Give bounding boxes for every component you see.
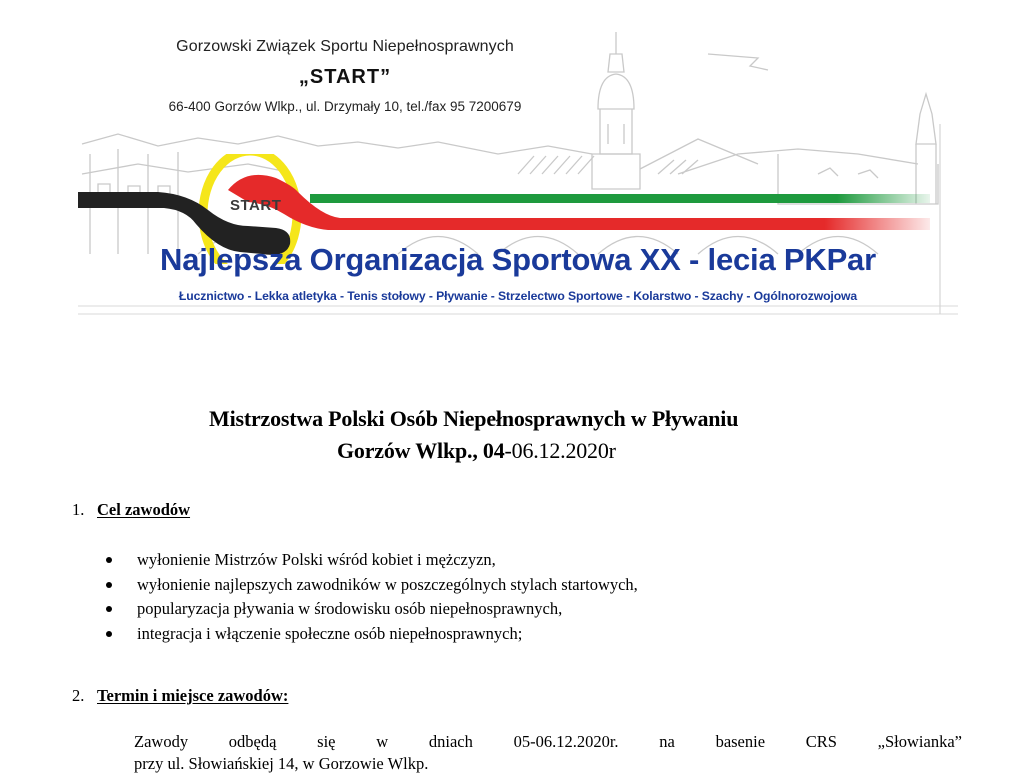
section-2-heading — [72, 686, 288, 706]
bullet-icon — [106, 582, 112, 588]
bullet-icon — [106, 631, 112, 637]
section-title: Termin i miejsce zawodów: — [97, 686, 289, 705]
bullet-item — [104, 597, 638, 622]
organization-address: 66-400 Gorzów Wlkp., ul. Drzymały 10, tel./fax 95 7200679 — [168, 99, 522, 114]
section-number: 2. — [72, 686, 85, 705]
word: w — [376, 732, 389, 751]
subtitle-date-rest: -06.12.2020r — [504, 438, 616, 463]
word: na — [659, 732, 675, 751]
bullet-text: popularyzacja pływania w środowisku osób niepełnosprawnych, — [137, 599, 563, 619]
organization-name: Gorzowski Związek Sportu Niepełnosprawnych — [176, 38, 514, 55]
logo-start-label: START — [230, 197, 282, 214]
word: „Słowianka” — [877, 732, 962, 751]
bullet-icon — [106, 557, 112, 563]
disciplines-list: Łucznictwo - Lekka atletyka - Tenis stołowy - Pływanie - Strzelectwo Sportowe - Kolarstwo - Szachy - Ogólnorozwojowa — [178, 289, 858, 303]
section-1-bullet-list — [104, 548, 638, 646]
section-1-heading — [72, 500, 190, 520]
section-title: Cel zawodów — [97, 500, 191, 519]
word: odbędą — [228, 732, 277, 751]
word: dniach — [428, 732, 473, 751]
bullet-text: wyłonienie najlepszych zawodników w poszczególnych stylach startowych, — [137, 574, 638, 594]
paragraph-line: przy ul. Słowiańskiej 14, w Gorzowie Wlkp. — [134, 754, 429, 773]
word: Zawody — [134, 732, 189, 751]
word: CRS — [805, 732, 837, 751]
section-number: 1. — [72, 500, 85, 519]
word: 05-06.12.2020r. — [513, 732, 619, 751]
organization-short-name: „START” — [298, 66, 392, 88]
organization-slogan: Najlepsza Organizacja Sportowa XX - lecia PKPar — [160, 242, 876, 277]
section-2-paragraph — [134, 731, 962, 775]
word: basenie — [715, 732, 766, 751]
document-title: Mistrzostwa Polski Osób Niepełnosprawnych w Pływaniu — [209, 406, 739, 431]
bullet-item — [104, 548, 638, 573]
word: się — [317, 732, 336, 751]
paragraph-line-justified — [134, 731, 962, 753]
bullet-item — [104, 573, 638, 598]
bullet-text: integracja i włączenie społeczne osób niepełnosprawnych; — [137, 623, 523, 643]
subtitle-place-date-bold: Gorzów Wlkp., 04 — [337, 438, 505, 463]
bullet-item — [104, 622, 638, 647]
document-subtitle — [337, 438, 616, 464]
letterhead — [78, 14, 958, 334]
bullet-icon — [106, 606, 112, 612]
bullet-text: wyłonienie Mistrzów Polski wśród kobiet i mężczyzn, — [137, 550, 496, 570]
